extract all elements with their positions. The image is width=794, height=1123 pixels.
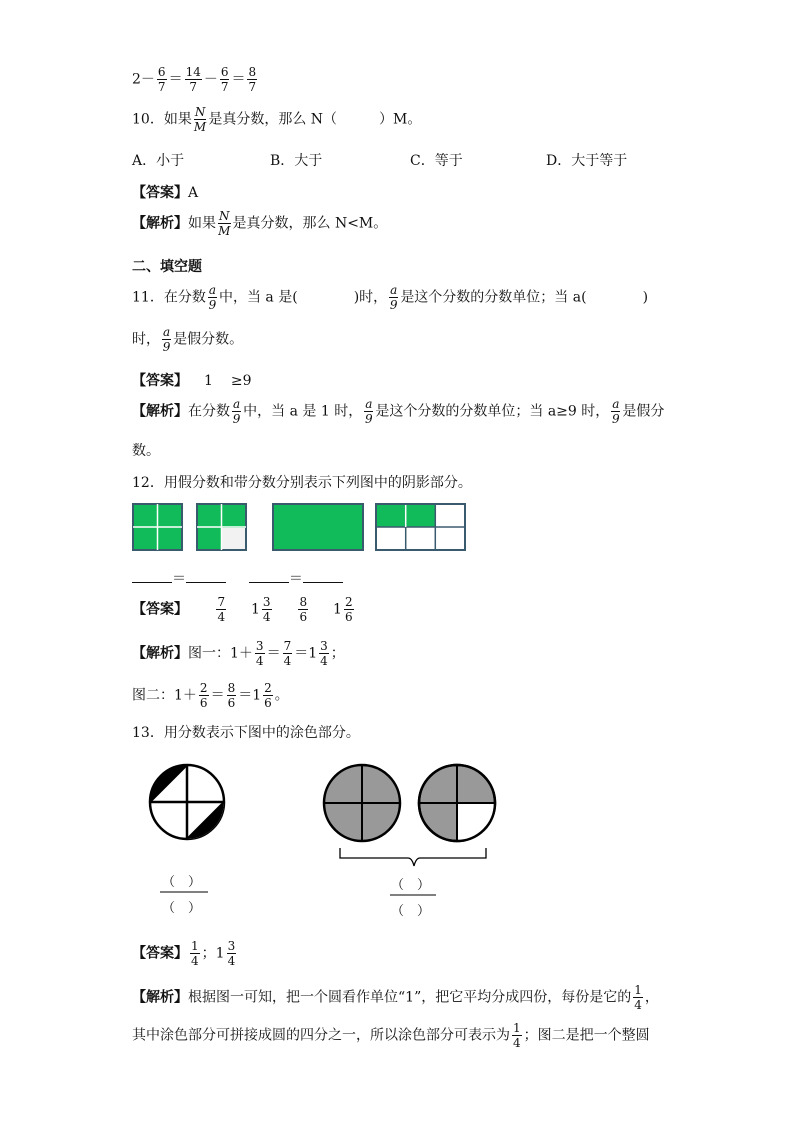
fraction: $\frac{3}{4}$ (227, 939, 236, 968)
fraction: $\frac{7}{4}$ (217, 595, 226, 624)
answer-13: 【答案】 $\frac{1}{4}$ ；1 $\frac{3}{4}$ (132, 939, 236, 968)
fraction: $\frac{a}{9}$ (208, 283, 217, 312)
option-d: D．大于等于 (546, 153, 628, 169)
rectangle-two-sixths (376, 504, 465, 550)
fraction: $\frac{1}{4}$ (191, 939, 199, 968)
fraction: $\frac{3}{4}$ (262, 595, 271, 624)
analysis-13-line2: 其中涂色部分可拼接成圆的四分之一，所以涂色部分可表示为 $\frac{1}{4}$ ；图二是把一个整圆 (132, 1021, 650, 1050)
fraction-blank-2-num[interactable]: （ ） (391, 878, 431, 893)
answer-11: 【答案】 1 ≥9 (132, 373, 252, 389)
circle-two-full (324, 765, 400, 841)
fraction-blank-1-num[interactable]: （ ） (162, 875, 202, 890)
circle-one (150, 765, 224, 839)
analysis-12-line2: 图二：1＋ $\frac{2}{6}$ ＝ $\frac{8}{6}$ ＝1 $\frac{2}{6}$ 。 (132, 681, 289, 710)
blanks-12: ＝ ＝ (132, 568, 343, 588)
fraction: $\frac{8}{7}$ (248, 65, 257, 94)
brace (340, 848, 486, 866)
answer-10: 【答案】A (132, 185, 199, 201)
fraction: $\frac{1}{4}$ (634, 983, 642, 1012)
analysis-10: 【解析】如果 $\frac{N}{M}$ 是真分数，那么 N<M。 (132, 209, 388, 238)
blank[interactable] (249, 582, 289, 583)
option-c: C．等于 (410, 153, 463, 169)
fraction-blank-2-den[interactable]: （ ） (391, 904, 431, 919)
fraction: $\frac{a}{9}$ (364, 397, 373, 426)
option-b: B．大于 (270, 153, 323, 169)
fraction: $\frac{2}{6}$ (344, 595, 353, 624)
fraction: $\frac{a}{9}$ (232, 397, 241, 426)
fraction: $\frac{a}{9}$ (389, 283, 398, 312)
analysis-11: 【解析】在分数 $\frac{a}{9}$ 中，当 a 是 1 时， $\frac{a}{9}$ 是这个分数的分数单位；当 a≥9 时， $\frac{a}{9}$ 是假分 (132, 397, 665, 426)
grid-square-full (133, 504, 182, 550)
option-a: A．小于 (132, 153, 185, 169)
analysis-11-cont: 数。 (132, 443, 160, 459)
question-11: 11．在分数 $\frac{a}{9}$ 中，当 a 是( )时， $\frac{a}{9}$ 是这个分数的分数单位；当 a( ) (132, 283, 649, 312)
question-13: 13．用分数表示下图中的涂色部分。 (132, 725, 360, 741)
fraction: $\frac{3}{4}$ (255, 639, 264, 668)
analysis-13-line1: 【解析】根据图一可知，把一个圆看作单位“1”，把它平均分成四份，每份是它的 $\frac{1}{4}$ ， (132, 983, 659, 1012)
fraction-blank-1-den[interactable]: （ ） (162, 901, 202, 916)
fraction: $\frac{7}{4}$ (283, 639, 292, 668)
fraction: $\frac{a}{9}$ (612, 397, 620, 426)
figure-12 (132, 503, 468, 553)
grid-square-three-quarters (197, 504, 246, 550)
rectangle-full (273, 504, 363, 550)
fraction: $\frac{2}{6}$ (264, 681, 272, 710)
fraction: $\frac{2}{6}$ (199, 681, 208, 710)
circle-three-quarters (419, 765, 495, 841)
analysis-12-line1: 【解析】图一：1＋ $\frac{3}{4}$ ＝ $\frac{7}{4}$ ＝1 $\frac{3}{4}$ ； (132, 639, 345, 668)
fraction: $\frac{6}{7}$ (220, 65, 229, 94)
fraction: $\frac{a}{9}$ (162, 325, 171, 354)
fraction: $\frac{8}{6}$ (227, 681, 236, 710)
blank[interactable] (303, 582, 343, 583)
fraction: $\frac{N}{M}$ (218, 209, 231, 238)
blank[interactable] (186, 582, 226, 583)
equation-line: 2－ $\frac{6}{7}$ ＝ $\frac{14}{7}$ － $\frac{6}{7}$ ＝ $\frac{8}{7}$ (132, 65, 257, 94)
question-12: 12．用假分数和带分数分别表示下列图中的阴影部分。 (132, 475, 472, 491)
fraction: $\frac{8}{6}$ (299, 595, 308, 624)
fraction: $\frac{N}{M}$ (193, 105, 207, 134)
answer-12: 【答案】 $\frac{7}{4}$ 1 $\frac{3}{4}$ $\frac{8}{6}$ 1 $\frac{2}{6}$ (132, 595, 353, 624)
fraction: $\frac{6}{7}$ (157, 65, 166, 94)
blank[interactable] (132, 582, 172, 583)
section-heading: 二、填空题 (132, 259, 202, 275)
fraction: $\frac{1}{4}$ (513, 1021, 521, 1050)
question-11-cont: 时， $\frac{a}{9}$ 是假分数。 (132, 325, 244, 354)
fraction: $\frac{14}{7}$ (185, 65, 201, 94)
question-10: 10．如果 $\frac{N}{M}$ 是真分数，那么 N（ ）M。 (132, 105, 422, 134)
fraction: $\frac{3}{4}$ (320, 639, 328, 668)
